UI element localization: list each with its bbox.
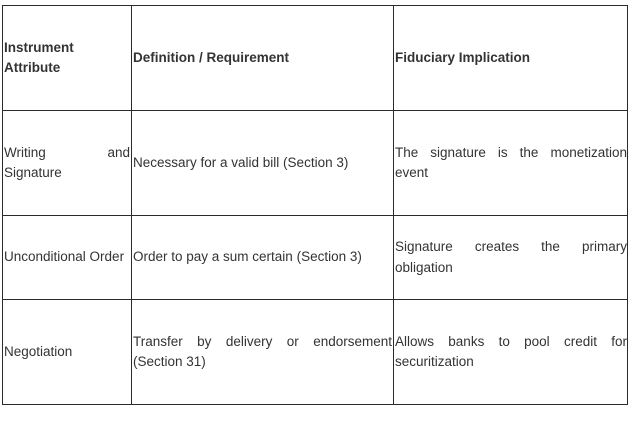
table-cell: Unconditional Order [3, 216, 132, 300]
table-cell: Transfer by delivery or endorsement (Section 31) [132, 300, 394, 405]
table-row [3, 216, 628, 300]
header-cell-implication: Fiduciary Implication [394, 6, 628, 111]
attribute-table [2, 5, 628, 405]
table-row [3, 300, 628, 405]
table-row [3, 111, 628, 216]
table-cell: Signature creates the primary obligation [394, 216, 628, 300]
table-header-row [3, 6, 628, 111]
header-cell-definition: Definition / Requirement [132, 6, 394, 111]
table-cell: Negotiation [3, 300, 132, 405]
table-cell: Order to pay a sum certain (Section 3) [132, 216, 394, 300]
table-cell: Necessary for a valid bill (Section 3) [132, 111, 394, 216]
table-cell: The signature is the monetization event [394, 111, 628, 216]
table-cell: Writing and Signature [3, 111, 132, 216]
table-cell: Allows banks to pool credit for securitization [394, 300, 628, 405]
header-cell-attribute: Instrument Attribute [3, 6, 132, 111]
